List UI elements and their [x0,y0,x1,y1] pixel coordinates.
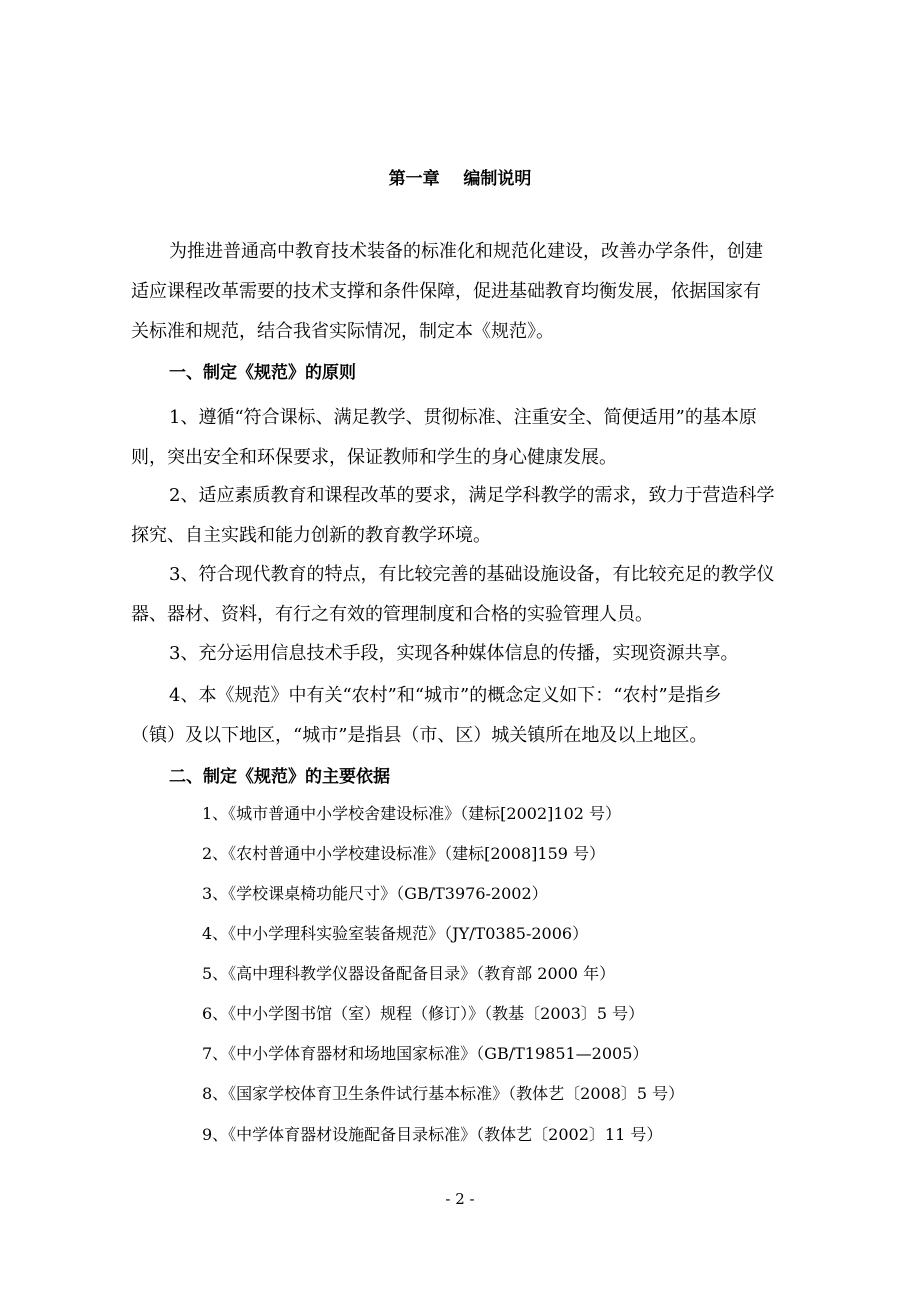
reference-item: 4、《中小学理科实验室装备规范》（JY/T0385-2006） [202,924,589,943]
principle-line: 则，突出安全和环保要求，保证教师和学生的身心健康发展。 [131,447,617,468]
section1-heading: 一、制定《规范》的原则 [169,363,356,383]
principle-3 [131,555,795,635]
principle-line: （镇）及以下地区，“城市”是指县（市、区）城关镇所在地及以上地区。 [131,725,708,746]
reference-item: 8、《国家学校体育卫生条件试行基本标准》（教体艺〔2008〕5 号） [202,1084,685,1103]
intro-line: 为推进普通高中教育技术装备的标准化和规范化建设，改善办学条件，创建 [169,241,763,262]
chapter-title: 第一章 编制说明 [388,169,532,189]
reference-item: 3、《学校课桌椅功能尺寸》（GB/T3976-2002） [202,884,548,903]
reference-item: 5、《高中理科教学仪器设备配备目录》（教育部 2000 年） [202,964,616,983]
principle-1 [131,398,795,478]
reference-item: 9、《中学体育器材设施配备目录标准》（教体艺〔2002〕11 号） [202,1125,663,1144]
principle-line: 3、充分运用信息技术手段，实现各种媒体信息的传播，实现资源共享。 [169,643,739,664]
principle-line: 4、本《规范》中有关“农村”和“城市”的概念定义如下：“农村”是指乡 [169,685,722,706]
principle-line: 探究、自主实践和能力创新的教育教学环境。 [131,525,491,546]
principle-line: 1、遵循“符合课标、满足教学、贯彻标准、注重安全、简便适用”的基本原 [169,407,757,428]
reference-item: 6、《中小学图书馆（室）规程（修订）》（教基〔2003〕5 号） [202,1004,645,1023]
reference-item: 1、《城市普通中小学校舍建设标准》（建标[2002]102 号） [202,804,622,823]
reference-item: 7、《中小学体育器材和场地国家标准》（GB/T19851—2005） [202,1044,649,1063]
principle-line: 3、符合现代教育的特点，有比较完善的基础设施设备，有比较充足的教学仪 [169,564,775,585]
reference-item: 2、《农村普通中小学校建设标准》（建标[2008]159 号） [202,844,606,863]
principle-2 [131,476,795,556]
page-number: - 2 - [445,1190,475,1208]
principle-line: 器、器材、资料，有行之有效的管理制度和合格的实验管理人员。 [131,604,653,625]
intro-line: 适应课程改革需要的技术支撑和条件保障，促进基础教育均衡发展，依据国家有 [131,281,761,302]
section2-heading: 二、制定《规范》的主要依据 [169,767,390,787]
principle-4 [131,634,795,674]
intro-line: 关标准和规范，结合我省实际情况，制定本《规范》。 [131,321,554,342]
principle-line: 2、适应素质教育和课程改革的要求，满足学科教学的需求，致力于营造科学 [169,485,775,506]
intro-paragraph [131,232,795,352]
principle-5 [131,676,795,756]
